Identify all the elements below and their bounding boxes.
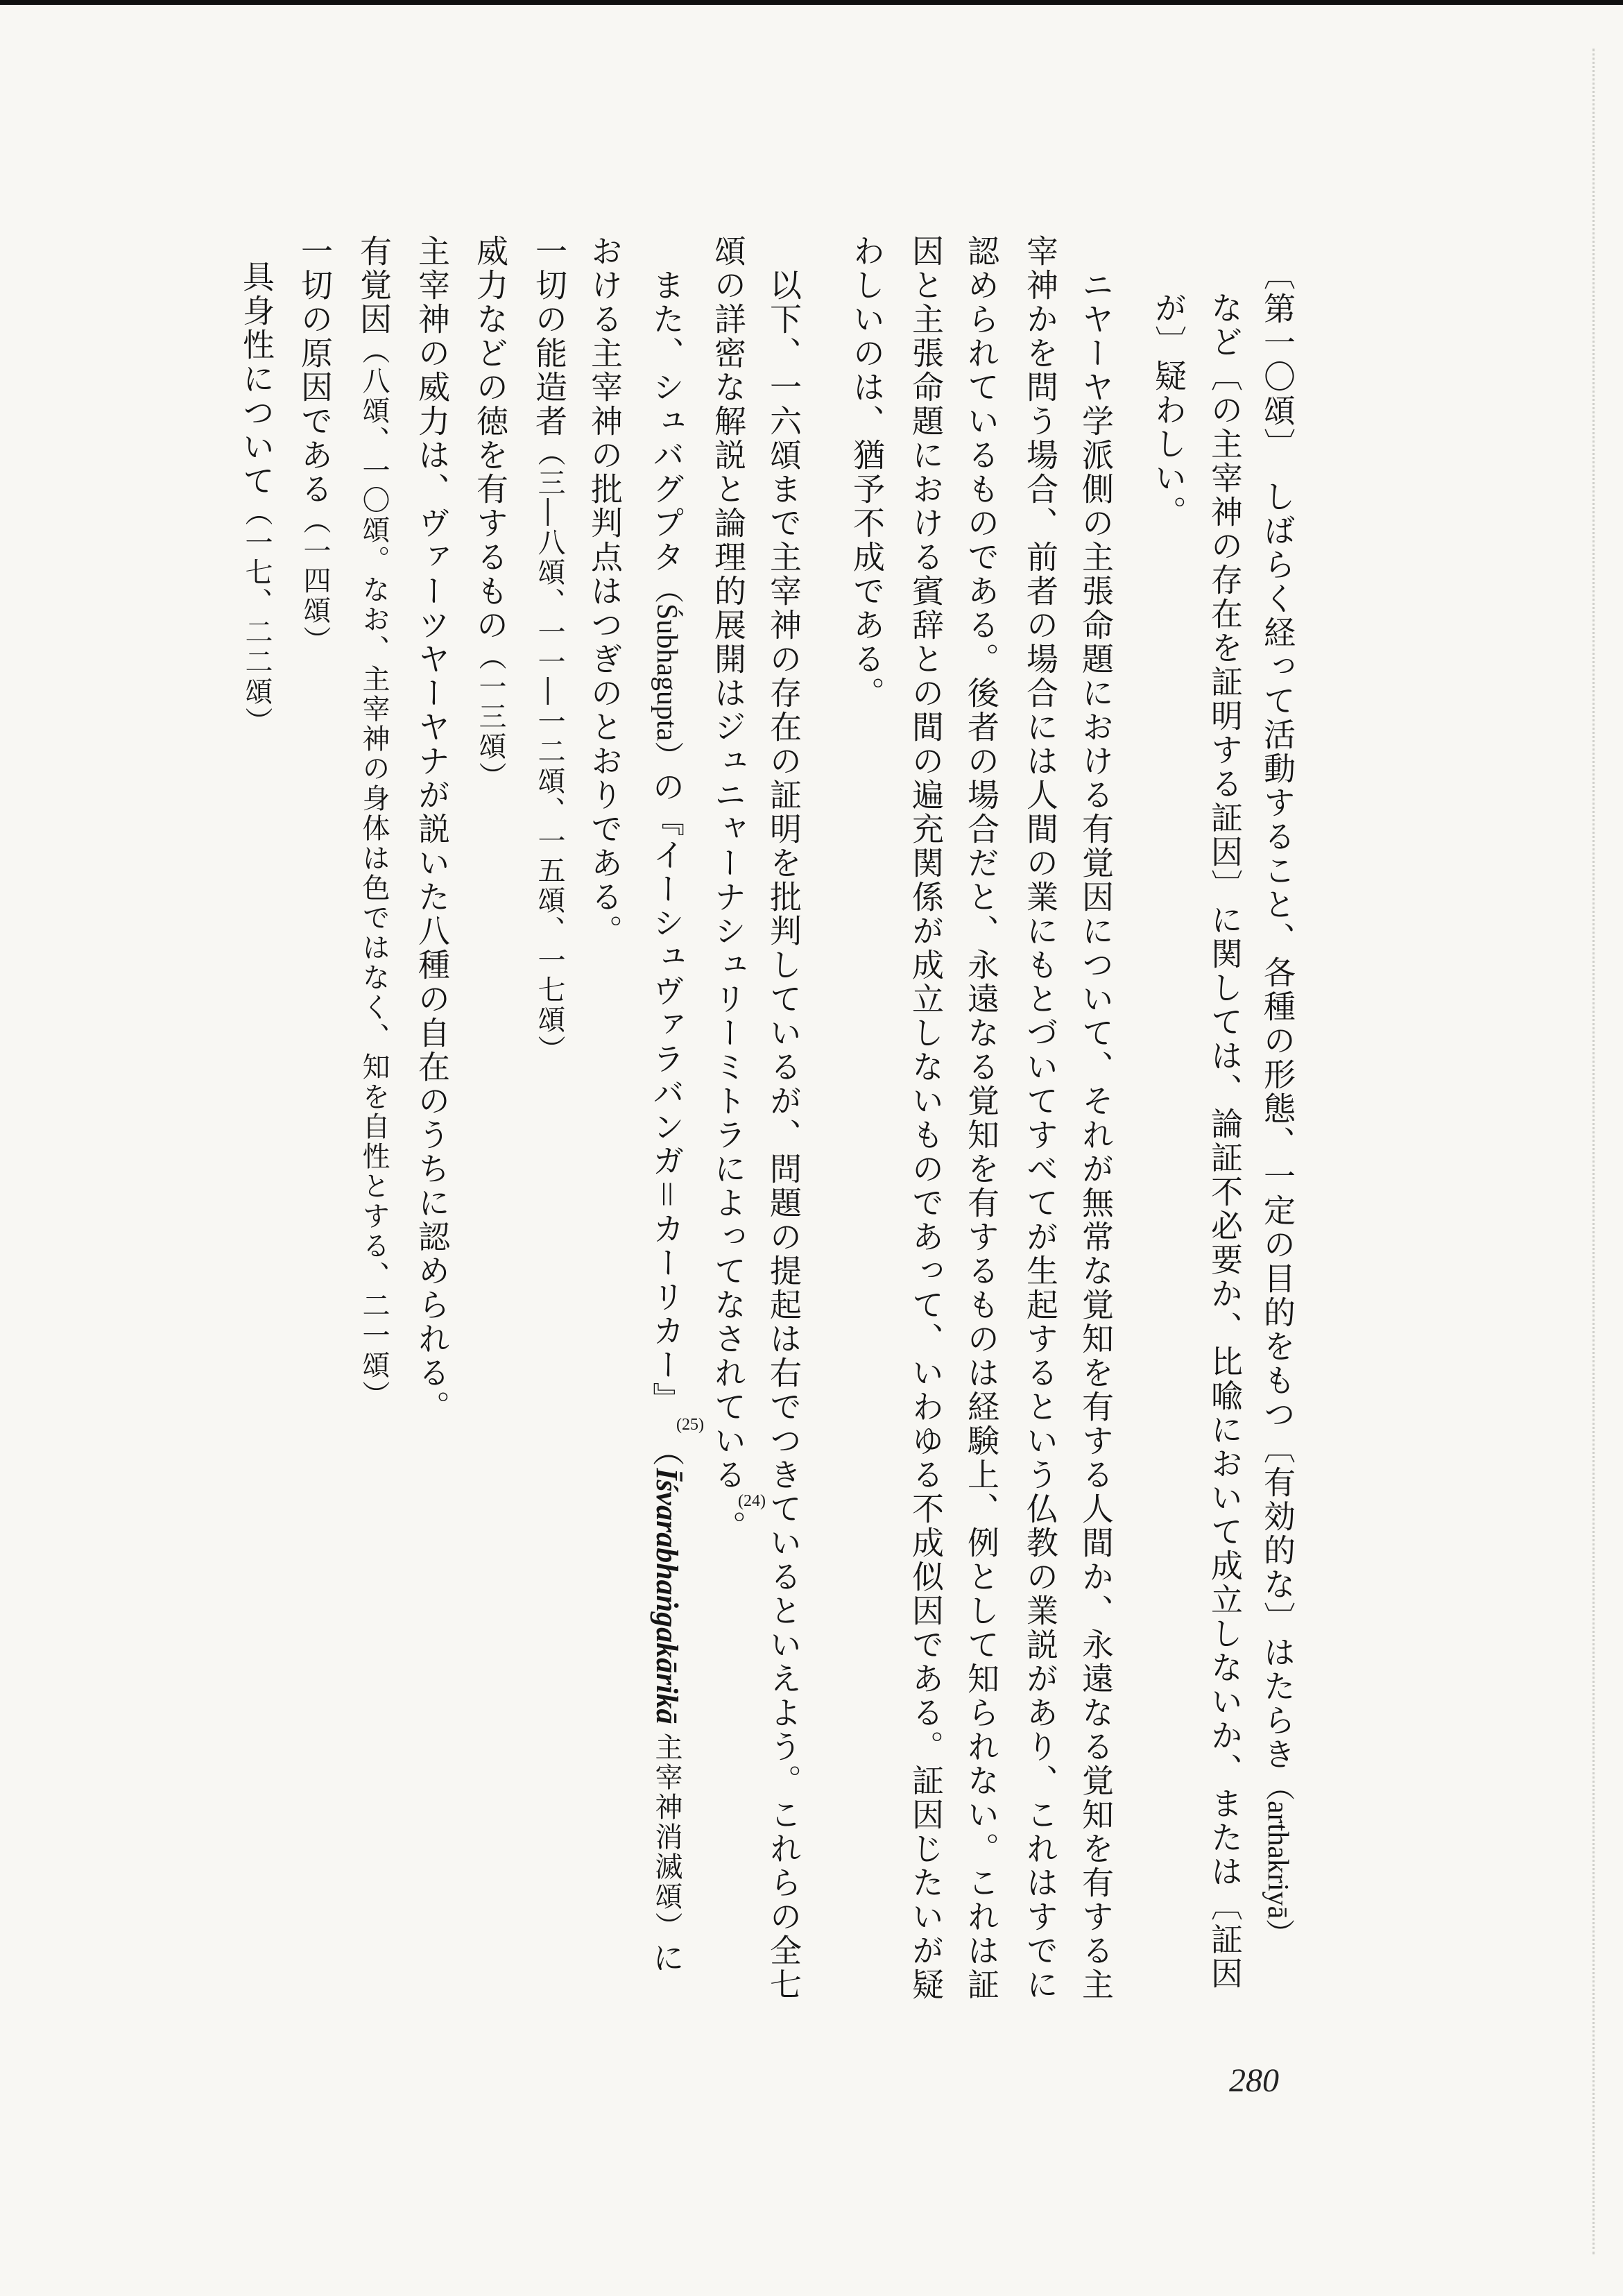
text-column (763, 268, 805, 2002)
list-item-label: 一切の原因である (296, 234, 334, 506)
text-column (707, 234, 766, 1544)
column-text: わしいのは、猶予不成である。 (848, 234, 886, 710)
column-text: 以下、一六頌まで主宰神の存在の証明を批判しているが、問題の提起は右でつきているといえよう。これらの全七 (765, 268, 802, 2002)
footnote-ref: (25) (676, 1416, 704, 1434)
column-text-tail: に (648, 1941, 685, 1976)
list-item (294, 234, 336, 656)
open-paren: （ (648, 1434, 685, 1468)
sanskrit-term: （arthakriyā） (1262, 1772, 1294, 1948)
column-text: 主宰神の威力は、ヴァーツヤーヤナが説いた八種の自在のうちに認められる。 (413, 234, 451, 1424)
text-column (905, 234, 947, 2002)
list-item-label: 一切の能造者 (531, 234, 568, 438)
list-item-label: 威力などの徳を有するもの (472, 234, 509, 642)
verse-reference: （一四頌） (299, 506, 331, 656)
work-title-latin: Īśvarabhaṅgakārikā (650, 1468, 684, 1724)
text-column (584, 234, 626, 948)
text-column (1148, 291, 1190, 529)
column-text: おける主宰神の批判点はつぎのとおりである。 (586, 234, 624, 948)
column-text-continued: の『イーシュヴァラバンガ＝カーリカー』 (648, 770, 685, 1416)
column-text: また、シュバグプタ (648, 268, 685, 574)
text-column (961, 234, 1002, 2002)
column-text: 〔第一〇頌〕 しばらく経って活動すること、各種の形態、一定の目的をもつ〔有効的な〕はたらき (1259, 258, 1296, 1772)
column-text: 認められているものである。後者の場合だと、永遠なる覚知を有するものは経験上、例として知られない。これは証 (963, 234, 1000, 2002)
list-item-label: 有覚因 (355, 234, 393, 336)
column-text: 頌の詳密な解説と論理的展開はジュニャーナシュリーミトラによってなされている (710, 234, 747, 1492)
list-item (236, 260, 277, 737)
text-column (1020, 234, 1061, 2002)
title-gloss: 主宰神消滅頌） (651, 1732, 682, 1942)
list-item (470, 234, 511, 791)
text-column (1204, 291, 1246, 1991)
verse-reference: （一三頌） (474, 642, 506, 791)
list-item (529, 234, 570, 1065)
footnote-ref: (24) (738, 1492, 766, 1510)
list-item-label: 具身性について (238, 260, 275, 498)
text-column (1075, 268, 1117, 2002)
top-border-rule (0, 0, 1623, 5)
text-column (646, 268, 704, 1976)
column-text: が〕疑わしい。 (1150, 291, 1187, 529)
column-text: など〔の主宰神の存在を証明する証因〕に関しては、論証不必要か、比喩において成立しないか、または〔証因 (1206, 291, 1244, 1991)
list-item (353, 234, 395, 1410)
text-column (846, 234, 888, 710)
text-column (1257, 258, 1298, 1948)
page-number: 280 (1229, 2062, 1279, 2099)
author-name-latin: （Śubhagupta） (651, 574, 682, 771)
column-text-tail: 。 (710, 1510, 747, 1544)
scan-edge-line (1592, 49, 1595, 2254)
verse-reference: （一七、二二頌） (241, 498, 273, 737)
list-item-comment (411, 234, 453, 1424)
column-text: 因と主張命題における賓辞との間の遍充関係が成立しないものであって、いわゆる不成似因である。証因じたいが疑 (907, 234, 945, 2002)
column-text: ニヤーヤ学派側の主張命題における有覚因について、それが無常な覚知を有する人間か、永遠なる覚知を有する主 (1077, 268, 1115, 2002)
column-text: 宰神かを問う場合、前者の場合には人間の業にもとづいてすべてが生起するという仏教の業説があり、これはすでに (1022, 234, 1059, 2002)
verse-reference: （三―八頌、一一―一二頌、一五頌、一七頌） (533, 438, 565, 1065)
verse-reference: （八頌、一〇頌。なお、主宰神の身体は色ではなく、知を自性とする、二一頌） (358, 336, 390, 1410)
